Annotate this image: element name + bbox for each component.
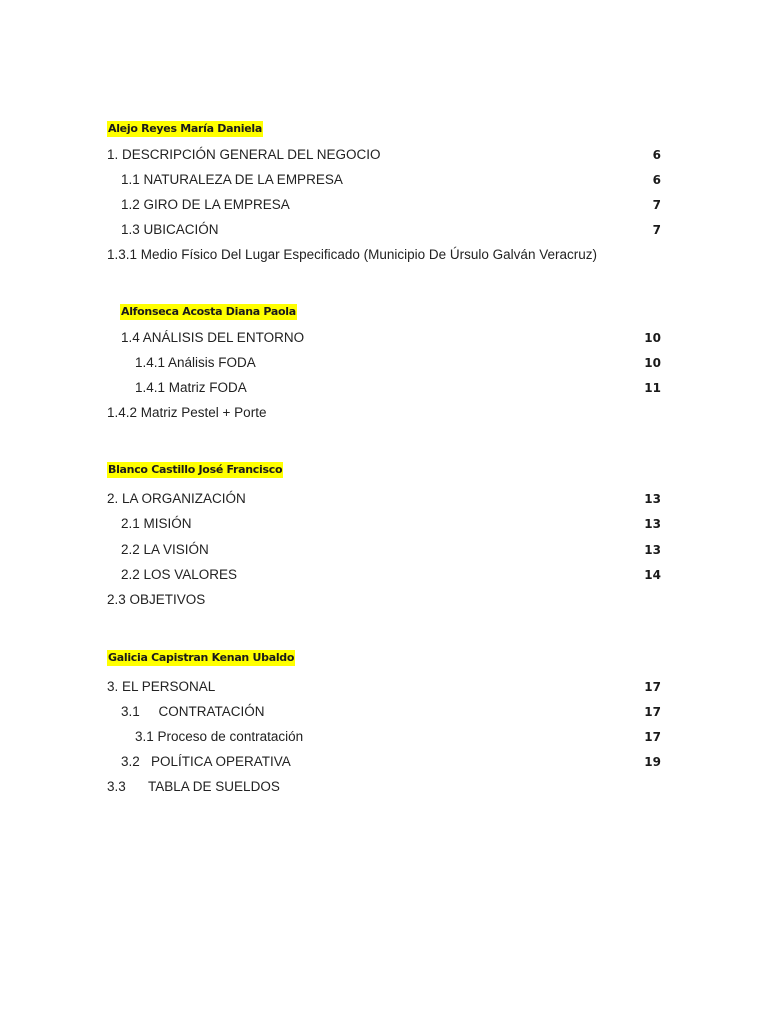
toc-entry: 3.1 Proceso de contratación xyxy=(135,729,304,744)
toc-entry: 1.4.2 Matriz Pestel + Porte xyxy=(107,405,267,420)
author-highlight: Galicia Capistran Kenan Ubaldo xyxy=(108,651,295,664)
toc-entry: 3.1 CONTRATACIÓN xyxy=(121,704,265,719)
toc-page-number: 13 xyxy=(644,543,661,557)
toc-page-number: 6 xyxy=(652,173,661,187)
toc-entry: 1.4 ANÁLISIS DEL ENTORNO xyxy=(121,330,305,345)
toc-page-number: 13 xyxy=(644,492,661,506)
toc-page-number: 10 xyxy=(644,356,661,370)
toc-entry: 1. DESCRIPCIÓN GENERAL DEL NEGOCIO xyxy=(107,147,381,162)
toc-entry: 1.3.1 Medio Físico Del Lugar Especificado (Municipio De Úrsulo Galván Veracruz) xyxy=(107,247,597,262)
toc-entry: 3.2 POLÍTICA OPERATIVA xyxy=(121,754,291,769)
toc-page-number: 19 xyxy=(644,755,661,769)
toc-page-number: 17 xyxy=(644,680,661,694)
toc-page-number: 13 xyxy=(644,517,661,531)
toc-page-number: 6 xyxy=(652,148,661,162)
toc-page-number: 14 xyxy=(644,568,661,582)
toc-page-number: 11 xyxy=(644,381,661,395)
toc-entry: 2.2 LA VISIÓN xyxy=(121,542,209,557)
toc-entry: 1.3 UBICACIÓN xyxy=(121,222,219,237)
toc-entry: 3.3 TABLA DE SUELDOS xyxy=(107,779,280,794)
toc-page-number: 10 xyxy=(644,331,661,345)
toc-entry: 2.3 OBJETIVOS xyxy=(107,592,206,607)
toc-page-number: 17 xyxy=(644,705,661,719)
toc-entry: 2.2 LOS VALORES xyxy=(121,567,238,582)
author-highlight: Alfonseca Acosta Diana Paola xyxy=(121,305,296,318)
toc-entry: 3. EL PERSONAL xyxy=(107,679,216,694)
toc-entry: 1.2 GIRO DE LA EMPRESA xyxy=(121,197,290,212)
toc-page-number: 17 xyxy=(644,730,661,744)
author-highlight: Blanco Castillo José Francisco xyxy=(108,463,283,476)
author-highlight: Alejo Reyes María Daniela xyxy=(108,122,262,135)
toc-entry: 1.4.1 Análisis FODA xyxy=(135,355,256,370)
toc-entry: 2. LA ORGANIZACIÓN xyxy=(107,491,246,506)
toc-entry: 1.1 NATURALEZA DE LA EMPRESA xyxy=(121,172,343,187)
toc-page-number: 7 xyxy=(652,198,661,212)
toc-entry: 2.1 MISIÓN xyxy=(121,516,192,531)
toc-page-number: 7 xyxy=(652,223,661,237)
toc-entry: 1.4.1 Matriz FODA xyxy=(135,380,247,395)
